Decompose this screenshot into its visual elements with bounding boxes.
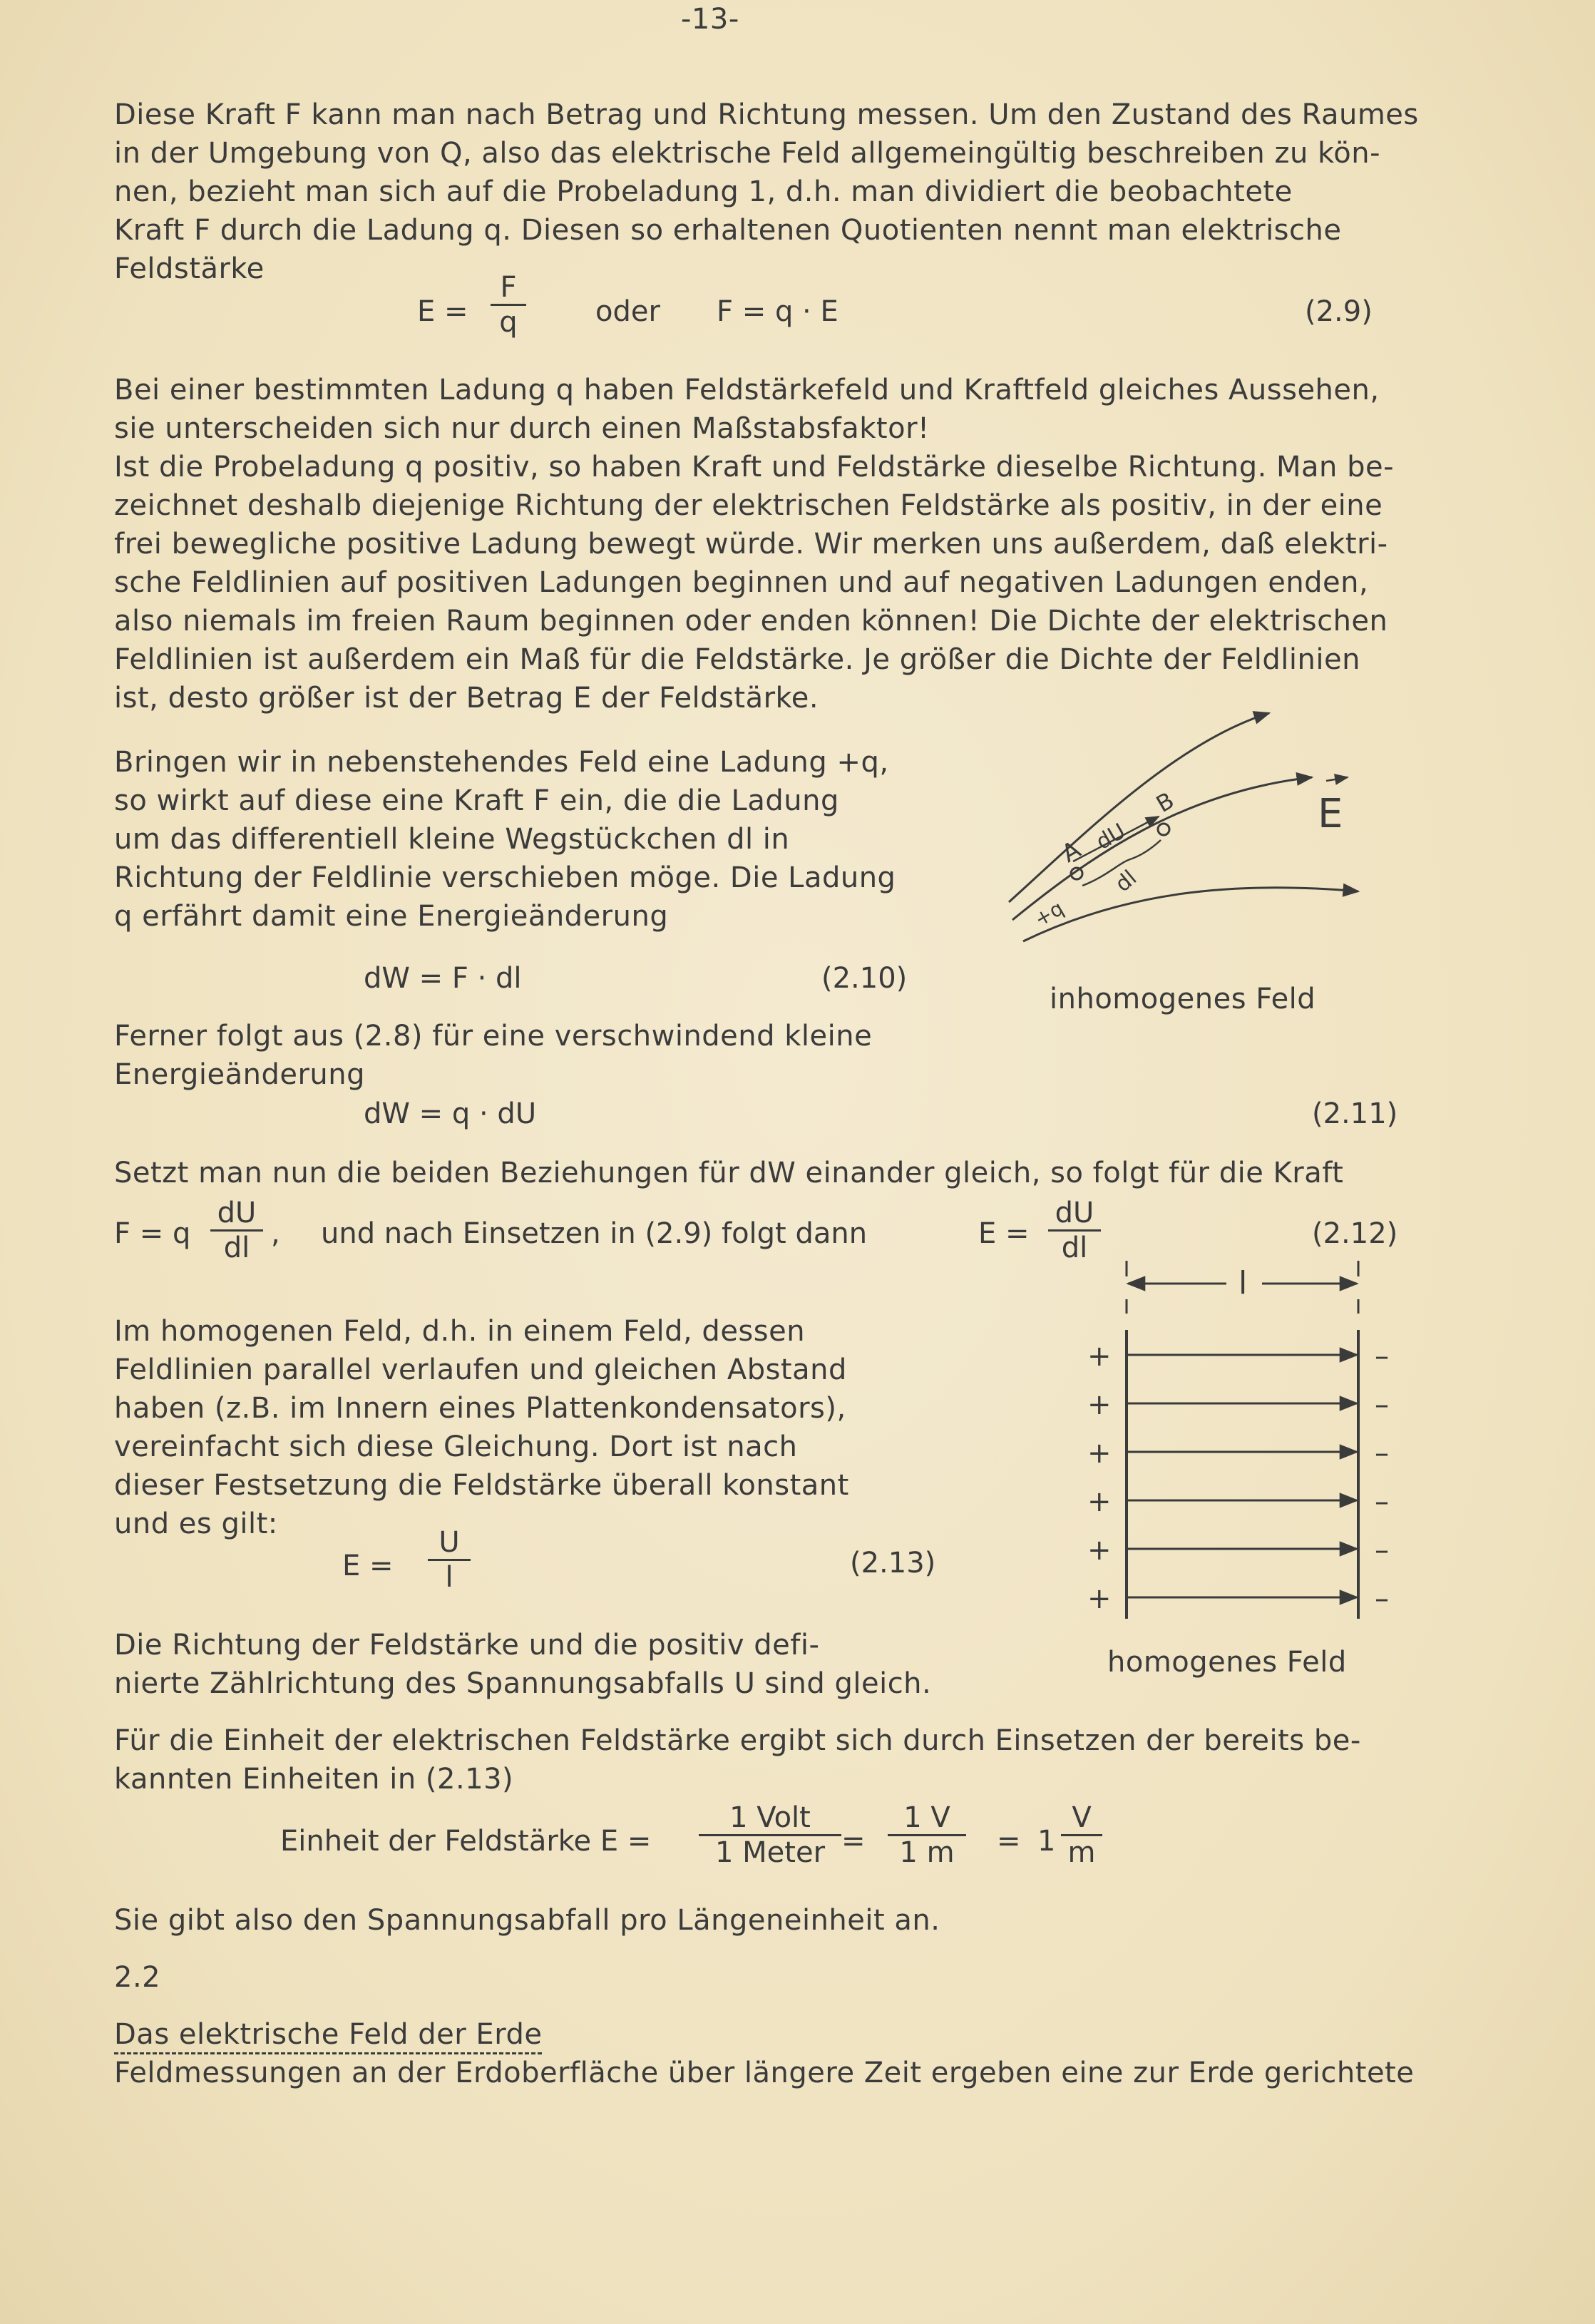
text-line: Die Richtung der Feldstärke und die positiv defi-: [114, 1629, 820, 1662]
length-label: l: [1238, 1265, 1248, 1301]
equation-2-12-number: (2.12): [1312, 1217, 1398, 1250]
text-line: frei bewegliche positive Ladung bewegt würde. Wir merken uns außerdem, daß elektri-: [114, 528, 1388, 560]
equation-2-12-comma: ,: [271, 1217, 280, 1250]
plus-sign: +: [1087, 1340, 1112, 1373]
text-line: sche Feldlinien auf positiven Ladungen beginnen und auf negativen Ladungen enden,: [114, 566, 1369, 599]
fraction-denominator: 1 Meter: [714, 1836, 826, 1869]
equation-2-12-lhs: F = q: [114, 1217, 191, 1250]
text-line: Bei einer bestimmten Ladung q haben Feldstärkefeld und Kraftfeld gleiches Aussehen,: [114, 374, 1380, 406]
b-label: B: [1152, 787, 1179, 818]
equation-2-9-number: (2.9): [1305, 295, 1373, 328]
equation-2-9-fraction: [491, 271, 526, 339]
equation-2-13-fraction: [428, 1526, 471, 1594]
text-line: kannten Einheiten in (2.13): [114, 1763, 514, 1796]
section-title-text: Das elektrische Feld der Erde: [114, 2018, 542, 2054]
fraction-numerator: U: [428, 1526, 471, 1561]
equation-2-11: dW = q · dU: [364, 1097, 537, 1130]
section-title: [114, 2015, 542, 2054]
equation-2-9-lhs: E =: [417, 295, 468, 328]
unit-fraction-volt-meter: [699, 1801, 841, 1869]
text-line: Setzt man nun die beiden Beziehungen für dW einander gleich, so folgt für die Kraft: [114, 1157, 1344, 1189]
e-vector-arrow: [1326, 777, 1348, 781]
plus-sign: +: [1087, 1388, 1112, 1421]
text-line: Feldlinien parallel verlaufen und gleichen Abstand: [114, 1353, 847, 1386]
text-line: Sie gibt also den Spannungsabfall pro Längeneinheit an.: [114, 1904, 940, 1937]
text-line: Ferner folgt aus (2.8) für eine verschwindend kleine: [114, 1020, 873, 1053]
fraction-denominator: 1 m: [899, 1836, 955, 1869]
fraction-denominator: l: [445, 1561, 453, 1594]
equation-2-12-lhs2: E =: [978, 1217, 1030, 1250]
text-line: Richtung der Feldlinie verschieben möge. Die Ladung: [114, 861, 896, 894]
fraction-numerator: 1 Volt: [699, 1801, 841, 1836]
equals-sign: =: [997, 1825, 1021, 1858]
text-line: Ist die Probeladung q positiv, so haben Kraft und Feldstärke dieselbe Richtung. Man be-: [114, 451, 1395, 483]
text-line: sie unterscheiden sich nur durch einen Maßstabsfaktor!: [114, 412, 930, 445]
text-line: Im homogenen Feld, d.h. in einem Feld, dessen: [114, 1315, 806, 1348]
text-line: haben (z.B. im Innern eines Plattenkondensators),: [114, 1392, 846, 1425]
unit-fraction-v-m: [888, 1801, 966, 1869]
fraction-denominator: m: [1067, 1836, 1096, 1869]
field-line-bottom: [1023, 888, 1358, 941]
minus-sign: –: [1375, 1340, 1389, 1373]
text-line: vereinfacht sich diese Gleichung. Dort ist nach: [114, 1430, 798, 1463]
page-number: -13-: [681, 3, 739, 36]
plus-sign: +: [1087, 1485, 1112, 1518]
equation-2-13-lhs: E =: [342, 1550, 394, 1582]
equation-2-9-rhs: F = q · E: [717, 295, 838, 328]
homogeneous-field-figure: [1070, 1248, 1412, 1633]
fraction-denominator: q: [499, 306, 518, 339]
text-line: Diese Kraft F kann man nach Betrag und Richtung messen. Um den Zustand des Raumes: [114, 98, 1419, 131]
dl-label: dl: [1110, 865, 1142, 898]
minus-sign: –: [1375, 1534, 1389, 1567]
text-line: zeichnet deshalb diejenige Richtung der elektrischen Feldstärke als positiv, in der eine: [114, 489, 1383, 522]
unit-equation-label: Einheit der Feldstärke E =: [280, 1825, 652, 1858]
text-line: Kraft F durch die Ladung q. Diesen so erhaltenen Quotienten nennt man elektrische: [114, 214, 1342, 247]
text-line: Feldlinien ist außerdem ein Maß für die Feldstärke. Je größer die Dichte der Feldlinien: [114, 643, 1360, 676]
fraction-numerator: 1 V: [888, 1801, 966, 1836]
equation-2-10: dW = F · dl: [364, 962, 522, 995]
text-line: in der Umgebung von Q, also das elektrische Feld allgemeingültig beschreiben zu kön-: [114, 137, 1381, 170]
fraction-numerator: F: [491, 271, 526, 306]
du-label: dU: [1092, 819, 1130, 855]
minus-sign: –: [1375, 1437, 1389, 1470]
fraction-numerator: dU: [1048, 1197, 1101, 1232]
text-line: ist, desto größer ist der Betrag E der Feldstärke.: [114, 682, 819, 715]
figure-caption-inhomogeneous: inhomogenes Feld: [1050, 983, 1316, 1015]
field-line-top: [1009, 713, 1269, 902]
fraction-numerator: dU: [210, 1197, 263, 1232]
equation-2-12-text: und nach Einsetzen in (2.9) folgt dann: [321, 1217, 868, 1250]
plus-sign: +: [1087, 1437, 1112, 1470]
fraction-denominator: dl: [223, 1232, 250, 1264]
unit-coefficient: 1: [1037, 1825, 1056, 1858]
text-line: Feldmessungen an der Erdoberfläche über längere Zeit ergeben eine zur Erde gerichtete: [114, 2057, 1415, 2089]
text-line: und es gilt:: [114, 1507, 278, 1540]
inhomogeneous-field-figure: [998, 699, 1383, 977]
equation-2-10-number: (2.10): [821, 962, 908, 995]
text-line: dieser Festsetzung die Feldstärke überall konstant: [114, 1469, 849, 1502]
text-line: um das differentiell kleine Wegstückchen dl in: [114, 823, 790, 856]
a-label: A: [1057, 835, 1086, 869]
equation-2-12-fraction: [210, 1197, 263, 1264]
plus-sign: +: [1087, 1534, 1112, 1567]
text-line: Für die Einheit der elektrischen Feldstärke ergibt sich durch Einsetzen der bereits be-: [114, 1724, 1361, 1757]
fraction-denominator: dl: [1061, 1232, 1088, 1264]
equation-2-11-number: (2.11): [1312, 1097, 1398, 1130]
minus-sign: –: [1375, 1582, 1389, 1615]
equals-sign: =: [841, 1825, 866, 1858]
unit-fraction-final: [1061, 1801, 1102, 1869]
text-line: nen, bezieht man sich auf die Probeladung 1, d.h. man dividiert die beobachtete: [114, 175, 1293, 208]
minus-sign: –: [1375, 1485, 1389, 1518]
q-label: +q: [1030, 896, 1068, 932]
equation-2-9-or: oder: [595, 295, 660, 328]
plus-sign: +: [1087, 1582, 1112, 1615]
text-line: Energieänderung: [114, 1058, 365, 1091]
text-line: also niemals im freien Raum beginnen oder enden können! Die Dichte der elektrischen: [114, 605, 1388, 638]
text-line: so wirkt auf diese eine Kraft F ein, die die Ladung: [114, 784, 839, 817]
text-line: Bringen wir in nebenstehendes Feld eine Ladung +q,: [114, 746, 889, 779]
equation-2-13-number: (2.13): [850, 1547, 936, 1580]
text-line: Feldstärke: [114, 252, 265, 285]
minus-sign: –: [1375, 1388, 1389, 1421]
section-number: 2.2: [114, 1961, 161, 1994]
figure-caption-homogeneous: homogenes Feld: [1107, 1646, 1347, 1679]
text-line: nierte Zählrichtung des Spannungsabfalls U sind gleich.: [114, 1667, 932, 1700]
fraction-numerator: V: [1061, 1801, 1102, 1836]
point-b: [1158, 824, 1169, 835]
text-line: q erfährt damit eine Energieänderung: [114, 900, 669, 933]
e-label: E: [1318, 791, 1343, 837]
